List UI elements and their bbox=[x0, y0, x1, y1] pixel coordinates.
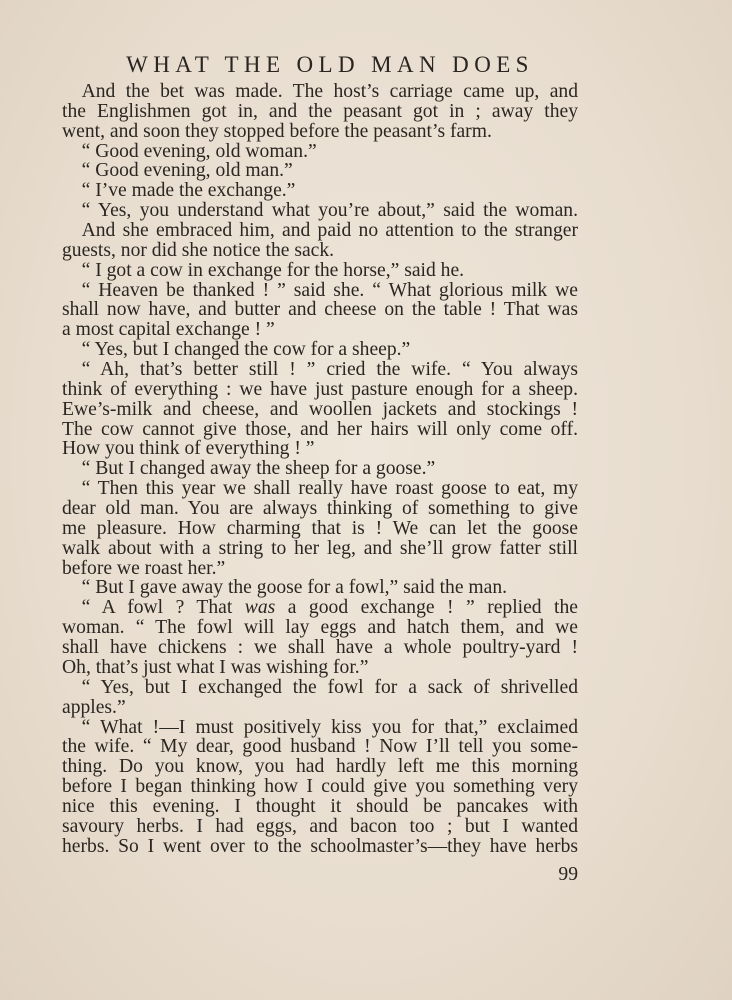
text-line: a most capital exchange ! ” bbox=[62, 319, 275, 341]
text-line: savoury herbs. I had eggs, and bacon too ; but I wanted bbox=[62, 815, 578, 837]
text-line: And she embraced him, and paid no attention to the stranger bbox=[62, 220, 578, 242]
text-line: thing. Do you know, you had hardly left me this morning bbox=[62, 756, 578, 778]
text-line: “ Yes, you understand what you’re about,” said the woman. bbox=[62, 200, 578, 222]
text-line: How you think of everything ! ” bbox=[62, 438, 315, 460]
text-line: me pleasure. How charming that is ! We can let the goose bbox=[62, 517, 578, 539]
text-line: think of everything : we have just pasture enough for a sheep. bbox=[62, 378, 578, 400]
text-line: nice this evening. I thought it should be pancakes with bbox=[62, 795, 578, 817]
text-line: “ I got a cow in exchange for the horse,” said he. bbox=[62, 259, 465, 281]
text-line: “ But I gave away the goose for a fowl,” said the man. bbox=[62, 577, 508, 599]
page-number: 99 bbox=[558, 864, 578, 885]
text-line: “ Good evening, old woman.” bbox=[62, 140, 317, 162]
text-line: “ Ah, that’s better still ! ” cried the wife. “ You always bbox=[62, 359, 578, 381]
body-text bbox=[62, 82, 578, 857]
text-line: guests, nor did she notice the sack. bbox=[62, 239, 335, 261]
text-line: walk about with a string to her leg, and she’ll grow fatter still bbox=[62, 537, 578, 559]
text-line: “ I’ve made the exchange.” bbox=[62, 180, 296, 202]
text-line: And the bet was made. The host’s carriage came up, and bbox=[62, 81, 578, 102]
text-line: herbs. So I went over to the schoolmaster’s—they have herbs bbox=[62, 835, 578, 857]
text-line: shall have chickens : we shall have a whole poultry-yard ! bbox=[62, 637, 578, 659]
text-line: “ Good evening, old man.” bbox=[62, 160, 293, 182]
text-line: shall now have, and butter and cheese on the table ! That was bbox=[62, 299, 578, 321]
text-line: “ But I changed away the sheep for a goose.” bbox=[62, 458, 436, 480]
text-line: apples.” bbox=[62, 696, 126, 718]
text-line: the wife. “ My dear, good husband ! Now I’ll tell you some- bbox=[62, 736, 578, 758]
running-head: WHAT THE OLD MAN DOES bbox=[126, 52, 534, 77]
text-line: Ewe’s-milk and cheese, and woollen jackets and stockings ! bbox=[62, 398, 578, 420]
text-line: Oh, that’s just what I was wishing for.” bbox=[62, 656, 369, 678]
text-line: “ A fowl ? That was a good exchange ! ” replied the bbox=[62, 597, 578, 619]
text-line: “ Yes, but I changed the cow for a sheep.” bbox=[62, 339, 411, 361]
text-line: The cow cannot give those, and her hairs will only come off. bbox=[62, 418, 578, 440]
text-line: before I began thinking how I could give you something very bbox=[62, 776, 578, 798]
text-line: went, and soon they stopped before the peasant’s farm. bbox=[62, 120, 492, 142]
text-line: before we roast her.” bbox=[62, 557, 226, 579]
text-line: “ Yes, but I exchanged the fowl for a sack of shrivelled bbox=[62, 676, 578, 698]
text-line: dear old man. You are always thinking of something to give bbox=[62, 498, 578, 520]
text-line: the Englishmen got in, and the peasant got in ; away they bbox=[62, 100, 578, 122]
text-line: woman. “ The fowl will lay eggs and hatch them, and we bbox=[62, 617, 578, 639]
text-line: “ Then this year we shall really have roast goose to eat, my bbox=[62, 478, 578, 500]
text-line: “ Heaven be thanked ! ” said she. “ What glorious milk we bbox=[62, 279, 578, 301]
text-line: “ What !—I must positively kiss you for that,” exclaimed bbox=[62, 716, 578, 738]
